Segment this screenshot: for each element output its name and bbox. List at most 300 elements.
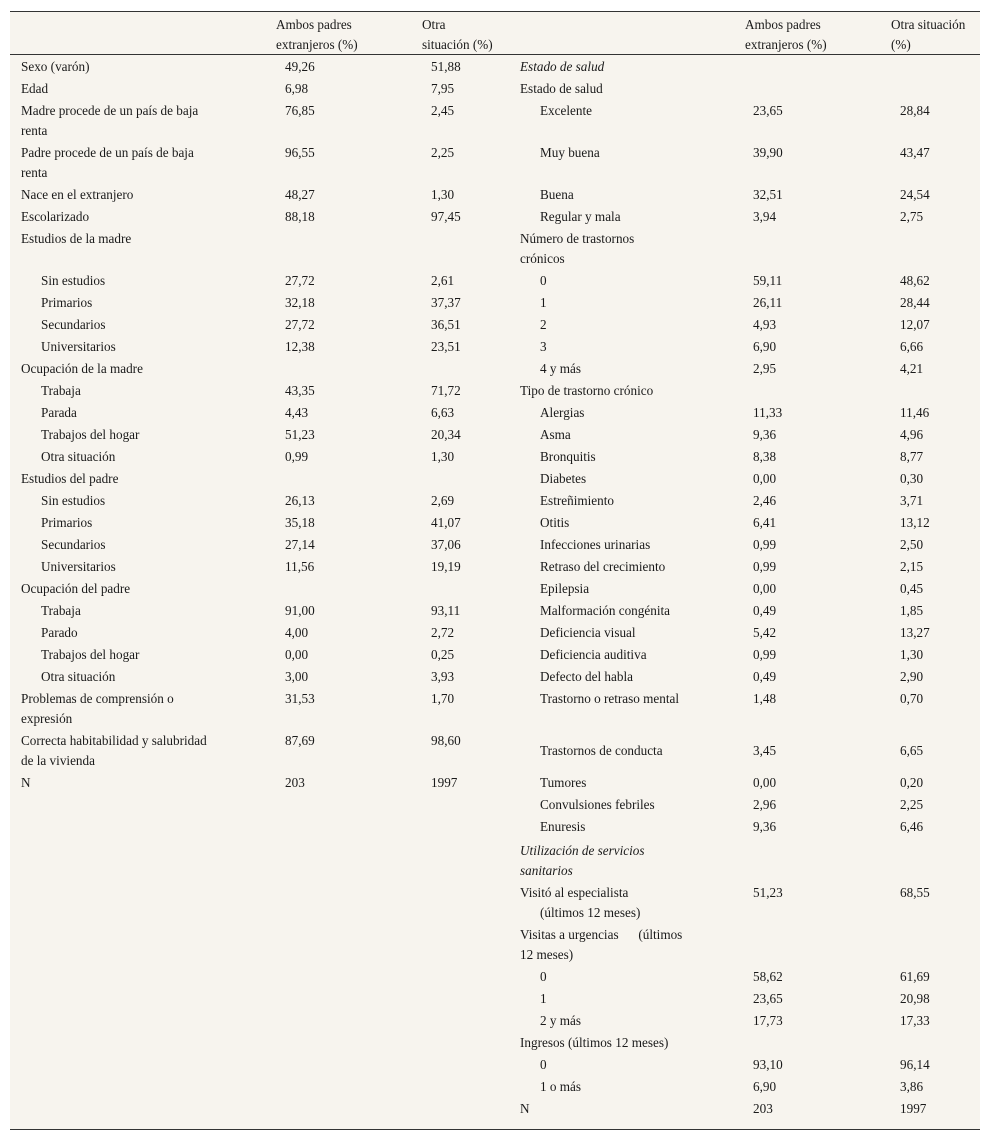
table-row (21, 447, 501, 469)
value-otra-situacion: 1,30 (900, 647, 924, 662)
value-ambos-padres: 49,26 (285, 59, 315, 74)
value-ambos-padres: 76,85 (285, 103, 315, 118)
table-row (21, 773, 501, 795)
label-line: Alergias (540, 405, 585, 420)
value-ambos-padres: 0,49 (753, 603, 777, 618)
value-ambos-padres: 2,96 (753, 797, 777, 812)
label-line: Trastornos de conducta (540, 743, 663, 758)
value-otra-situacion: 8,77 (900, 449, 924, 464)
value-ambos-padres: 26,13 (285, 493, 315, 508)
table-row (520, 469, 980, 491)
value-ambos-padres: 96,55 (285, 145, 315, 160)
row-label (540, 359, 581, 379)
value-otra-situacion: 1,30 (431, 449, 455, 464)
value-otra-situacion: 6,63 (431, 405, 455, 420)
value-otra-situacion: 0,70 (900, 691, 924, 706)
table-row (21, 535, 501, 557)
label-line: Sexo (varón) (21, 59, 90, 74)
label-line: Estado de salud (520, 59, 605, 74)
value-ambos-padres: 27,72 (285, 273, 315, 288)
table-row (520, 359, 980, 381)
table-row (520, 731, 980, 773)
value-ambos-padres: 32,51 (753, 187, 783, 202)
header-text: (%) (891, 37, 911, 52)
table-row (21, 513, 501, 535)
value-ambos-padres: 51,23 (285, 427, 315, 442)
value-ambos-padres: 0,00 (753, 471, 777, 486)
value-ambos-padres: 9,36 (753, 427, 777, 442)
label-line: Secundarios (41, 317, 106, 332)
label-line: Sin estudios (41, 273, 106, 288)
row-label (540, 645, 647, 665)
table-row (520, 601, 980, 623)
row-label (540, 773, 586, 793)
row-label (41, 667, 115, 687)
label-line: Excelente (540, 103, 592, 118)
label-line: Estado de salud (520, 81, 603, 96)
value-otra-situacion: 6,65 (900, 743, 924, 758)
label-line: Utilización de servicios (520, 843, 645, 858)
header-text: extranjeros (%) (745, 37, 827, 52)
value-otra-situacion: 41,07 (431, 515, 461, 530)
left-column-block (21, 57, 501, 795)
label-line: Trabaja (41, 383, 81, 398)
table-row (520, 381, 980, 403)
value-otra-situacion: 2,25 (431, 145, 455, 160)
value-ambos-padres: 2,95 (753, 361, 777, 376)
table-row (520, 1055, 980, 1077)
value-otra-situacion: 0,45 (900, 581, 924, 596)
value-ambos-padres: 0,00 (753, 581, 777, 596)
value-otra-situacion: 11,46 (900, 405, 930, 420)
table-row (520, 79, 980, 101)
value-ambos-padres: 51,23 (753, 885, 783, 900)
row-label (21, 731, 207, 771)
label-line: 1 (540, 991, 547, 1006)
table-row (520, 1033, 980, 1055)
row-label (540, 579, 589, 599)
table-row (520, 773, 980, 795)
label-line: Ocupación del padre (21, 581, 131, 596)
header-right-col2 (891, 15, 965, 55)
label-line: (últimos 12 meses) (540, 905, 641, 920)
label-line: Número de trastornos (520, 231, 635, 246)
value-ambos-padres: 0,99 (753, 647, 777, 662)
row-label (21, 469, 118, 489)
row-label (41, 557, 116, 577)
value-otra-situacion: 2,25 (900, 797, 924, 812)
table-row (520, 1099, 980, 1121)
table-row (21, 557, 501, 579)
value-ambos-padres: 87,69 (285, 733, 315, 748)
value-ambos-padres: 0,99 (285, 449, 309, 464)
label-line: Problemas de comprensión o (21, 691, 174, 706)
label-line: Trastorno o retraso mental (540, 691, 680, 706)
value-otra-situacion: 1,85 (900, 603, 924, 618)
row-label (540, 315, 547, 335)
row-label (520, 79, 603, 99)
label-line: 0 (540, 969, 547, 984)
value-otra-situacion: 36,51 (431, 317, 461, 332)
label-line: Deficiencia auditiva (540, 647, 647, 662)
row-label (520, 925, 682, 965)
row-label (540, 795, 655, 815)
header-left-col1 (276, 15, 358, 55)
table-row (21, 315, 501, 337)
value-otra-situacion: 61,69 (900, 969, 930, 984)
value-otra-situacion: 2,61 (431, 273, 455, 288)
row-label (41, 403, 77, 423)
value-ambos-padres: 4,93 (753, 317, 777, 332)
table-row (520, 925, 980, 967)
table-row (21, 425, 501, 447)
value-ambos-padres: 0,00 (753, 775, 777, 790)
label-line: 12 meses) (520, 947, 574, 962)
label-line: Enuresis (540, 819, 586, 834)
label-line: 0 (540, 273, 547, 288)
table-row (520, 101, 980, 143)
value-ambos-padres: 0,99 (753, 537, 777, 552)
value-ambos-padres: 3,00 (285, 669, 309, 684)
value-ambos-padres: 12,38 (285, 339, 315, 354)
header-text: Ambos padres (745, 17, 821, 32)
table-row (520, 513, 980, 535)
value-ambos-padres: 9,36 (753, 819, 777, 834)
table-row (520, 883, 980, 925)
row-label (540, 667, 633, 687)
header-right-col1 (745, 15, 827, 55)
row-label (540, 469, 586, 489)
row-label (21, 773, 31, 793)
value-otra-situacion: 3,93 (431, 669, 455, 684)
table-row (520, 841, 980, 883)
value-otra-situacion: 20,34 (431, 427, 461, 442)
value-ambos-padres: 59,11 (753, 273, 783, 288)
value-ambos-padres: 58,62 (753, 969, 783, 984)
table-row (520, 535, 980, 557)
row-label (41, 491, 105, 511)
value-otra-situacion: 4,21 (900, 361, 924, 376)
row-label (41, 513, 92, 533)
label-line: Buena (540, 187, 574, 202)
label-line: Padre procede de un país de baja (21, 145, 194, 160)
row-label (540, 741, 663, 761)
value-otra-situacion: 24,54 (900, 187, 930, 202)
label-line: 1 (540, 295, 547, 310)
table-row (520, 967, 980, 989)
row-label (540, 817, 585, 837)
value-otra-situacion: 48,62 (900, 273, 930, 288)
header-text: Ambos padres (276, 17, 352, 32)
value-otra-situacion: 2,69 (431, 493, 455, 508)
row-label (520, 1033, 668, 1053)
table-row (21, 57, 501, 79)
value-ambos-padres: 26,11 (753, 295, 783, 310)
table-row (21, 185, 501, 207)
value-ambos-padres: 35,18 (285, 515, 315, 530)
row-label (540, 491, 614, 511)
label-line: de la vivienda (21, 753, 95, 768)
label-line: Diabetes (540, 471, 587, 486)
table-row (21, 101, 501, 143)
value-otra-situacion: 17,33 (900, 1013, 930, 1028)
row-label (41, 271, 105, 291)
label-line: Otra situación (41, 669, 116, 684)
label-line: Asma (540, 427, 571, 442)
row-label (41, 337, 116, 357)
value-otra-situacion: 13,12 (900, 515, 930, 530)
row-label (540, 513, 569, 533)
row-label (540, 623, 636, 643)
value-ambos-padres: 6,90 (753, 1079, 777, 1094)
data-table (10, 11, 980, 1130)
label-line: Primarios (41, 515, 93, 530)
row-label (540, 1011, 581, 1031)
table-row (520, 667, 980, 689)
value-otra-situacion: 96,14 (900, 1057, 930, 1072)
value-ambos-padres: 3,45 (753, 743, 777, 758)
value-ambos-padres: 203 (753, 1101, 773, 1116)
row-label (540, 293, 547, 313)
value-otra-situacion: 2,75 (900, 209, 924, 224)
value-otra-situacion: 28,84 (900, 103, 930, 118)
label-line: Secundarios (41, 537, 106, 552)
table-row (520, 623, 980, 645)
row-label (540, 447, 596, 467)
row-label (21, 207, 89, 227)
value-otra-situacion: 0,30 (900, 471, 924, 486)
table-row (520, 1077, 980, 1099)
row-label (41, 447, 115, 467)
label-line: Parada (41, 405, 77, 420)
value-otra-situacion: 20,98 (900, 991, 930, 1006)
table-row (520, 1011, 980, 1033)
value-otra-situacion: 6,66 (900, 339, 924, 354)
row-label (21, 579, 130, 599)
value-otra-situacion: 43,47 (900, 145, 930, 160)
table-row (520, 207, 980, 229)
row-label (41, 623, 78, 643)
label-line: N (520, 1101, 530, 1116)
value-ambos-padres: 91,00 (285, 603, 315, 618)
header-text: situación (%) (422, 37, 493, 52)
value-otra-situacion: 19,19 (431, 559, 461, 574)
label-line: 4 y más (540, 361, 582, 376)
table-row (21, 229, 501, 271)
label-line: Otitis (540, 515, 570, 530)
label-line: 2 (540, 317, 547, 332)
value-otra-situacion: 1997 (431, 775, 458, 790)
row-label (41, 381, 81, 401)
value-otra-situacion: 3,71 (900, 493, 924, 508)
value-ambos-padres: 11,33 (753, 405, 783, 420)
table-row (520, 185, 980, 207)
table-row (520, 337, 980, 359)
value-ambos-padres: 3,94 (753, 209, 777, 224)
table-row (21, 293, 501, 315)
table-row (21, 403, 501, 425)
label-line: renta (21, 123, 48, 138)
label-line: Bronquitis (540, 449, 596, 464)
row-label (41, 601, 81, 621)
row-label (540, 989, 547, 1009)
row-label (21, 79, 48, 99)
header-text: extranjeros (%) (276, 37, 358, 52)
value-otra-situacion: 2,72 (431, 625, 455, 640)
label-line: 3 (540, 339, 547, 354)
value-otra-situacion: 1,30 (431, 187, 455, 202)
value-otra-situacion: 1997 (900, 1101, 927, 1116)
value-ambos-padres: 1,48 (753, 691, 777, 706)
label-line: Tumores (540, 775, 587, 790)
value-ambos-padres: 6,98 (285, 81, 309, 96)
value-otra-situacion: 7,95 (431, 81, 455, 96)
header-left-col2 (422, 15, 493, 55)
row-label (540, 207, 621, 227)
value-otra-situacion: 3,86 (900, 1079, 924, 1094)
label-line: Primarios (41, 295, 93, 310)
value-otra-situacion: 93,11 (431, 603, 461, 618)
value-ambos-padres: 2,46 (753, 493, 777, 508)
label-line: Malformación congénita (540, 603, 670, 618)
value-otra-situacion: 28,44 (900, 295, 930, 310)
row-label (21, 689, 174, 729)
value-ambos-padres: 17,73 (753, 1013, 783, 1028)
value-ambos-padres: 93,10 (753, 1057, 783, 1072)
label-line: Ingresos (últimos 12 meses) (520, 1035, 669, 1050)
table-row (520, 315, 980, 337)
table-row (520, 579, 980, 601)
row-label (540, 143, 600, 163)
row-label (41, 425, 139, 445)
row-label (540, 185, 574, 205)
row-label (520, 883, 640, 923)
value-ambos-padres: 23,65 (753, 103, 783, 118)
table-row (21, 689, 501, 731)
table-row (520, 795, 980, 817)
label-line: Parado (41, 625, 78, 640)
value-ambos-padres: 0,00 (285, 647, 309, 662)
label-line: Correcta habitabilidad y salubridad (21, 733, 207, 748)
label-line: Deficiencia visual (540, 625, 636, 640)
row-label (520, 57, 604, 77)
value-ambos-padres: 39,90 (753, 145, 783, 160)
value-ambos-padres: 5,42 (753, 625, 777, 640)
label-line: Madre procede de un país de baja (21, 103, 199, 118)
table-row (520, 229, 980, 271)
label-line: Regular y mala (540, 209, 621, 224)
value-otra-situacion: 37,37 (431, 295, 461, 310)
row-label (540, 271, 547, 291)
value-ambos-padres: 0,49 (753, 669, 777, 684)
table-row (21, 337, 501, 359)
right-column-block (520, 57, 980, 1121)
table-row (520, 293, 980, 315)
value-otra-situacion: 6,46 (900, 819, 924, 834)
row-label (41, 293, 92, 313)
row-label (540, 601, 670, 621)
value-ambos-padres: 8,38 (753, 449, 777, 464)
value-ambos-padres: 32,18 (285, 295, 315, 310)
table-row (21, 731, 501, 773)
value-ambos-padres: 4,00 (285, 625, 309, 640)
label-line: Ocupación de la madre (21, 361, 143, 376)
table-row (520, 817, 980, 841)
row-label (21, 101, 198, 141)
value-ambos-padres: 0,99 (753, 559, 777, 574)
value-otra-situacion: 2,15 (900, 559, 924, 574)
table-header (10, 12, 980, 55)
table-row (520, 645, 980, 667)
value-ambos-padres: 48,27 (285, 187, 315, 202)
row-label (540, 557, 665, 577)
label-line: Trabajos del hogar (41, 647, 140, 662)
label-line: Escolarizado (21, 209, 90, 224)
row-label (520, 381, 653, 401)
label-line: Retraso del crecimiento (540, 559, 666, 574)
table-row (520, 491, 980, 513)
value-otra-situacion: 0,20 (900, 775, 924, 790)
label-line: Trabajos del hogar (41, 427, 140, 442)
row-label (540, 967, 547, 987)
value-ambos-padres: 27,14 (285, 537, 315, 552)
table-row (21, 469, 501, 491)
label-line: Estreñimiento (540, 493, 614, 508)
row-label (21, 185, 133, 205)
label-line: Epilepsia (540, 581, 590, 596)
row-label (540, 101, 592, 121)
label-line: Nace en el extranjero (21, 187, 134, 202)
row-label (540, 535, 650, 555)
table-row (21, 271, 501, 293)
header-text: Otra (422, 17, 446, 32)
value-otra-situacion: 2,50 (900, 537, 924, 552)
label-line: crónicos (520, 251, 565, 266)
label-line: Universitarios (41, 559, 116, 574)
label-line: N (21, 775, 31, 790)
value-ambos-padres: 27,72 (285, 317, 315, 332)
value-ambos-padres: 43,35 (285, 383, 315, 398)
value-otra-situacion: 13,27 (900, 625, 930, 640)
label-line: Estudios de la madre (21, 231, 132, 246)
label-line: Defecto del habla (540, 669, 633, 684)
header-text: Otra situación (891, 17, 966, 32)
label-line: Universitarios (41, 339, 116, 354)
value-otra-situacion: 23,51 (431, 339, 461, 354)
row-label (520, 1099, 530, 1119)
row-label (21, 57, 89, 77)
row-label (540, 689, 679, 709)
label-line: Otra situación (41, 449, 116, 464)
table-row (21, 381, 501, 403)
table-row (520, 425, 980, 447)
table-row (520, 143, 980, 185)
value-otra-situacion: 97,45 (431, 209, 461, 224)
label-line: Visitó al especialista (520, 885, 629, 900)
label-line: Muy buena (540, 145, 600, 160)
table-row (21, 601, 501, 623)
label-line: Convulsiones febriles (540, 797, 655, 812)
row-label (21, 143, 194, 183)
table-row (520, 447, 980, 469)
table-row (21, 579, 501, 601)
table-row (21, 491, 501, 513)
table-row (21, 645, 501, 667)
value-ambos-padres: 203 (285, 775, 305, 790)
row-label (520, 229, 634, 269)
value-otra-situacion: 37,06 (431, 537, 461, 552)
value-ambos-padres: 31,53 (285, 691, 315, 706)
